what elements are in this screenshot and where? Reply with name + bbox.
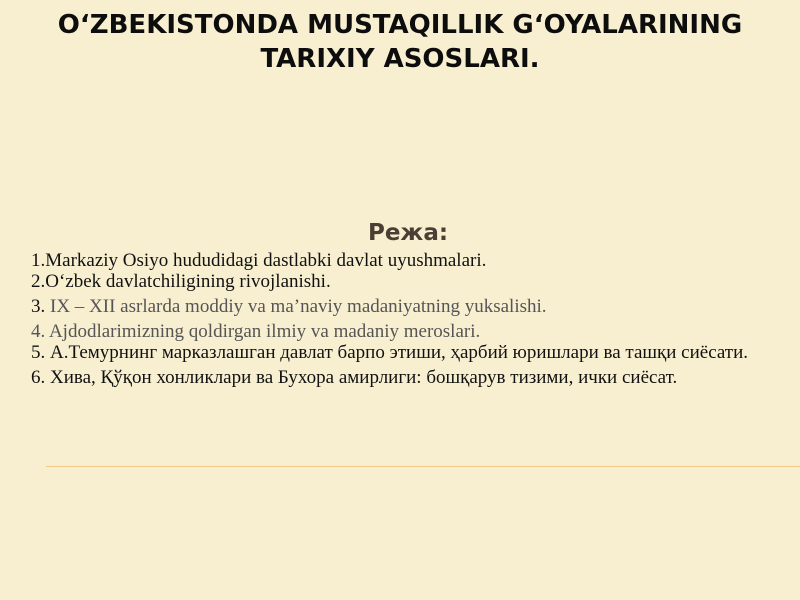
plan-list [31,250,771,388]
plan-item [31,367,771,388]
plan-item [31,271,771,292]
divider-line [46,466,800,467]
plan-item-number: 3. [31,296,50,317]
plan-item-text: Хива, Қўқон хонликлари ва Бухора амирлиги: бошқарув тизими, ички сиёсат. [50,367,678,388]
plan-item-text: Markaziy Osiyo hududidagi dastlabki davlat uyushmalari. [45,250,487,271]
plan-item-number: 2. [31,271,46,292]
slide-title-line-2: TARIXIY ASOSLARI. [260,44,540,74]
plan-item-text: А.Темурнинг марказлашган давлат барпо этиши, ҳарбий юришлари ва ташқи сиёсати. [50,342,749,363]
plan-item-text: O‘zbek davlatchiligining rivojlanishi. [45,271,331,292]
plan-item-number: 6. [31,367,50,388]
plan-item-text: IX – XII asrlarda moddiy va ma’naviy madaniyatning yuksalishi. [50,296,547,317]
plan-item [31,250,771,271]
plan-item [31,296,771,317]
plan-item-number: 5. [31,342,50,363]
plan-item [31,321,771,342]
plan-item-number: 4. [31,321,49,342]
slide-title [20,8,780,76]
slide-title-line-1: O‘ZBEKISTONDA MUSTAQILLIK G‘OYALARINING [57,10,743,40]
plan-heading: Режа: [367,220,449,246]
plan-item-number: 1. [31,250,46,271]
plan-item [31,342,771,363]
plan-item-text: Ajdodlarimizning qoldirgan ilmiy va madaniy meroslari. [48,321,481,342]
